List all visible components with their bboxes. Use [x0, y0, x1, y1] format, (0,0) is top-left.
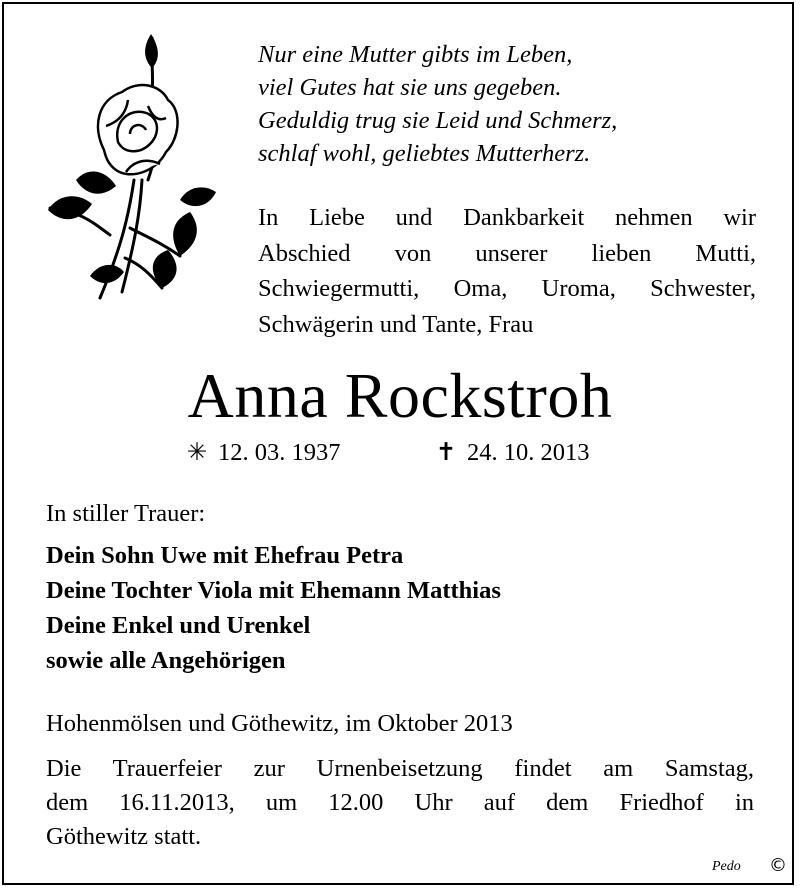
deceased-name: Anna Rockstroh [187, 360, 613, 431]
birth-date [186, 437, 341, 469]
cross-icon: ✝ [435, 439, 457, 466]
designer-signature: Pedo [712, 859, 741, 874]
mourners-list [46, 538, 501, 678]
funeral-info [46, 752, 754, 854]
death-date-value: 24. 10. 2013 [467, 439, 590, 466]
mourner-line: Dein Sohn Uwe mit Ehefrau Petra [46, 542, 404, 569]
rose-icon [30, 30, 220, 300]
intro-text [258, 200, 756, 342]
intro-line: Abschied von unserer lieben Mutti, [258, 239, 756, 267]
funeral-line: dem 16.11.2013, um 12.00 Uhr auf dem Friedhof in [46, 789, 754, 816]
star-icon: ✳ [186, 439, 208, 466]
poem [258, 38, 617, 170]
birth-date-value: 12. 03. 1937 [218, 439, 341, 466]
mourner-line: Deine Enkel und Urenkel [46, 612, 311, 639]
intro-line: Schwägerin und Tante, Frau [258, 310, 534, 338]
mourner-line: Deine Tochter Viola mit Ehemann Matthias [46, 577, 501, 604]
poem-line: Geduldig trug sie Leid und Schmerz, [258, 107, 618, 134]
funeral-line: Göthewitz statt. [46, 823, 202, 850]
poem-line: Nur eine Mutter gibts im Leben, [258, 41, 573, 68]
copyright-icon: © [769, 855, 787, 876]
intro-line: In Liebe und Dankbarkeit nehmen wir [258, 204, 756, 231]
funeral-line: Die Trauerfeier zur Urnenbeisetzung findet am Samstag, [46, 755, 754, 782]
grief-label: In stiller Trauer: [46, 500, 206, 527]
poem-line: schlaf wohl, geliebtes Mutterherz. [258, 140, 591, 167]
poem-line: viel Gutes hat sie uns gegeben. [258, 74, 562, 101]
intro-line: Schwiegermutti, Oma, Uroma, Schwester, [258, 275, 756, 302]
place-date: Hohenmölsen und Göthewitz, im Oktober 2013 [46, 710, 513, 737]
death-date [435, 437, 590, 469]
mourner-line: sowie alle Angehörigen [46, 647, 286, 674]
